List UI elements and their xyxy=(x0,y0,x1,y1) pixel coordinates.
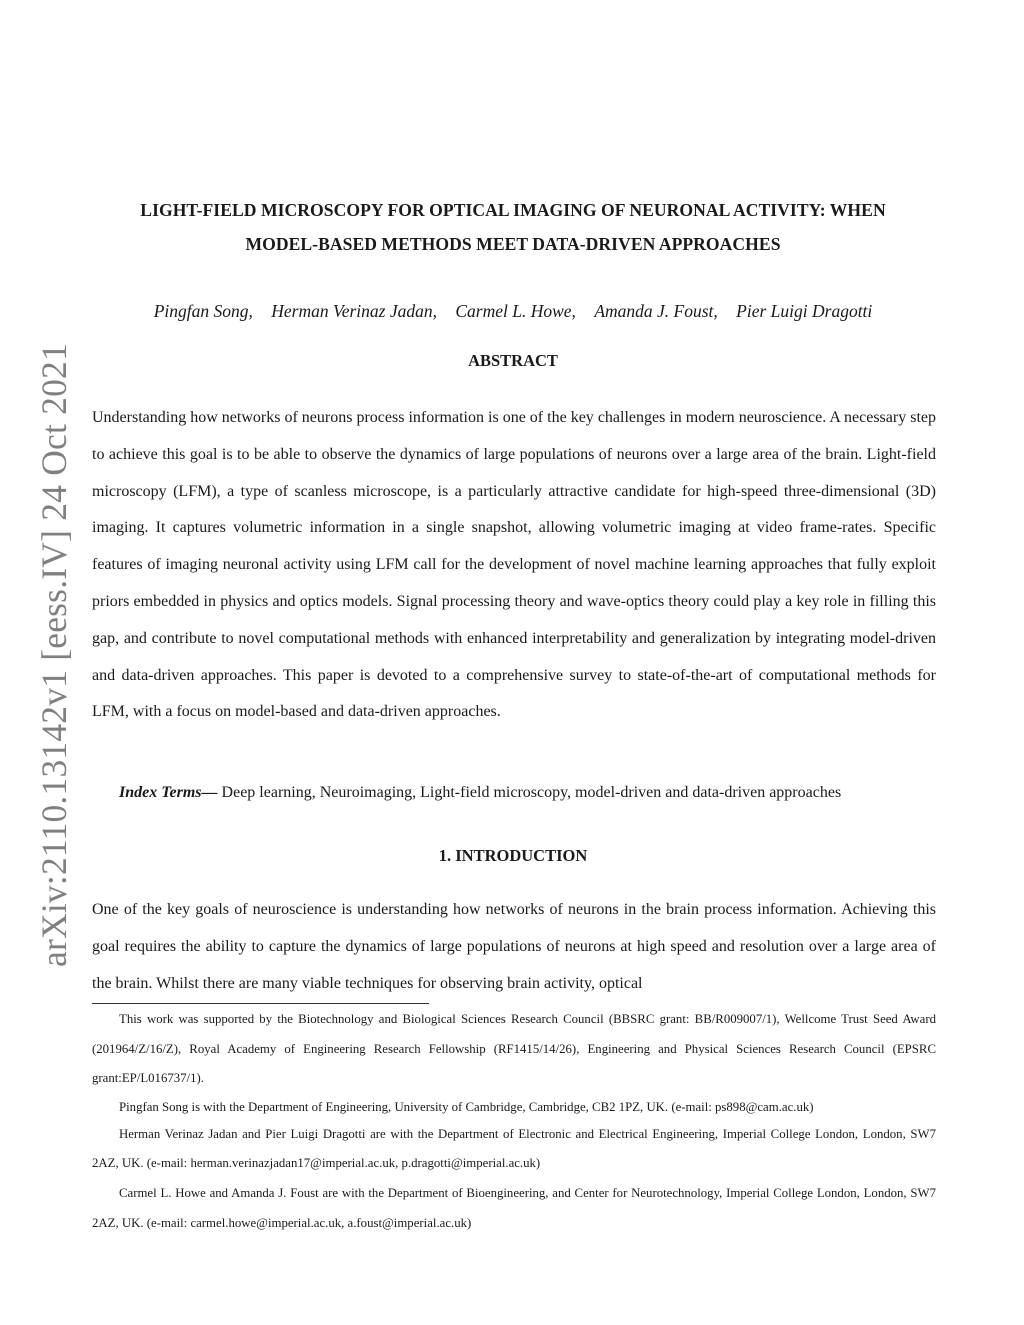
index-terms-label: Index Terms— xyxy=(119,784,218,801)
footnote-divider xyxy=(92,1003,429,1004)
index-terms-text: Deep learning, Neuroimaging, Light-field microscopy, model-driven and data-driven approaches xyxy=(221,784,842,801)
index-terms xyxy=(92,780,936,806)
introduction-body: One of the key goals of neuroscience is understanding how networks of neurons in the brain process information. Achieving this goal requires the ability to capture the dynamics of large populations of neurons at high speed and resolution over a large area of the brain. Whilst there are many viable techniques for observing brain activity, optical xyxy=(92,901,936,992)
author-name: Pier Luigi Dragotti xyxy=(736,301,873,321)
footnote-affiliation-jadan-dragotti: Herman Verinaz Jadan and Pier Luigi Dragotti are with the Department of Electronic and Electrical Engineering, Imperial College London, London, SW7 2AZ, UK. (e-mail: herman.verinazjadan17@imperial.ac.uk, p.dragotti@imperial.ac.uk) xyxy=(92,1126,936,1171)
author-list xyxy=(60,298,966,324)
abstract-heading: ABSTRACT xyxy=(468,351,558,370)
introduction-heading: 1. INTRODUCTION xyxy=(438,846,588,865)
author-name: Pingfan Song, xyxy=(153,301,253,321)
author-name: Herman Verinaz Jadan, xyxy=(271,301,437,321)
footnote-affiliation-howe-foust: Carmel L. Howe and Amanda J. Foust are with the Department of Bioengineering, and Center for Neurotechnology, Imperial College London, London, SW7 2AZ, UK. (e-mail: carmel.howe@imperial.ac.uk, a.foust@imperial.ac.uk) xyxy=(92,1185,936,1230)
paper-title-line-2: MODEL-BASED METHODS MEET DATA-DRIVEN APPROACHES xyxy=(245,234,781,254)
footnotes xyxy=(92,1005,936,1238)
footnote-funding: This work was supported by the Biotechnology and Biological Sciences Research Council (BBSRC grant: BB/R009007/1), Wellcome Trust Seed Award (201964/Z/16/Z), Royal Academy of Engineering Research Fellowship (RF1415/14/26), Engineering and Physical Sciences Research Council (EPSRC grant:EP/L016737/1). xyxy=(92,1012,936,1086)
author-name: Amanda J. Foust, xyxy=(594,301,718,321)
footnote-affiliation-song: Pingfan Song is with the Department of Engineering, University of Cambridge, Cambridge, CB2 1PZ, UK. (e-mail: ps898@cam.ac.uk) xyxy=(119,1099,814,1114)
paper-title xyxy=(60,193,966,261)
paper-title-line-1: LIGHT-FIELD MICROSCOPY FOR OPTICAL IMAGING OF NEURONAL ACTIVITY: WHEN xyxy=(140,200,886,220)
arxiv-identifier-stamp: arXiv:2110.13142v1 [eess.IV] 24 Oct 2021 xyxy=(34,343,74,967)
author-name: Carmel L. Howe, xyxy=(455,301,576,321)
abstract-body: Understanding how networks of neurons process information is one of the key challenges in modern neuroscience. A necessary step to achieve this goal is to be able to observe the dynamics of large populations of neurons over a large area of the brain. Light-field microscopy (LFM), a type of scanless microscope, is a particularly attractive candidate for high-speed three-dimensional (3D) imaging. It captures volumetric information in a single snapshot, allowing volumetric imaging at video frame-rates. Specific features of imaging neuronal activity using LFM call for the development of novel machine learning approaches that fully exploit priors embedded in physics and optics models. Signal processing theory and wave-optics theory could play a key role in filling this gap, and contribute to novel computational methods with enhanced interpretability and generalization by integrating model-driven and data-driven approaches. This paper is devoted to a comprehensive survey to state-of-the-art of computational methods for LFM, with a focus on model-based and data-driven approaches. xyxy=(92,409,936,721)
